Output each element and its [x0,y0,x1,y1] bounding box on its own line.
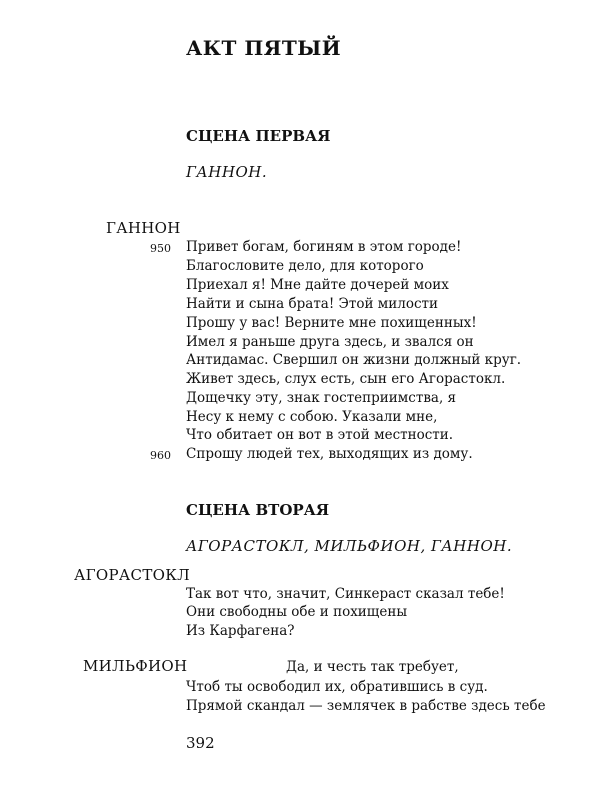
scene-1-title: СЦЕНА ПЕРВАЯ [186,127,331,145]
verse-line: Они свободны обе и похищены [186,604,408,620]
verse-line: Найти и сына брата! Этой милости [186,296,439,312]
page-number: 392 [186,734,215,752]
act-title: АКТ ПЯТЫЙ [186,36,342,60]
verse-line: Спрошу людей тех, выходящих из дому. [186,446,473,462]
verse-line: Живет здесь, слух есть, сын его Агорастокл. [186,371,506,387]
verse-line: Антидамас. Свершил он жизни должный круг. [186,352,522,368]
verse-line: Благословите дело, для которого [186,258,424,274]
speaker-gannon: ГАННОН [106,219,181,237]
verse-line: Что обитает он вот в этой местности. [186,427,454,443]
scene-2-cast: АГОРАСТОКЛ, МИЛЬФИОН, ГАННОН. [186,537,513,555]
speaker-agorastokl: АГОРАСТОКЛ [74,566,190,584]
verse-line: Так вот что, значит, Синкераст сказал тебе! [186,586,505,602]
line-number-960: 960 [150,449,171,462]
verse-line: Прямой скандал — землячек в рабстве здесь тебе [186,698,546,714]
verse-line: Прошу у вас! Верните мне похищенных! [186,315,477,331]
verse-line: Дощечку эту, знак гостеприимства, я [186,390,457,406]
line-number-950: 950 [150,242,171,255]
speaker-milfion: МИЛЬФИОН [83,657,188,675]
verse-line: Привет богам, богиням в этом городе! [186,239,462,255]
verse-line: Из Карфагена? [186,623,295,639]
scene-2-title: СЦЕНА ВТОРАЯ [186,501,330,519]
verse-line: Приехал я! Мне дайте дочерей моих [186,277,449,293]
verse-line: Чтоб ты освободил их, обратившись в суд. [186,679,488,695]
verse-line: Да, и честь так требует, [286,659,459,675]
verse-line: Имел я раньше друга здесь, и звался он [186,334,474,350]
verse-line: Несу к нему с собою. Указали мне, [186,409,438,425]
scene-1-cast: ГАННОН. [186,163,268,181]
